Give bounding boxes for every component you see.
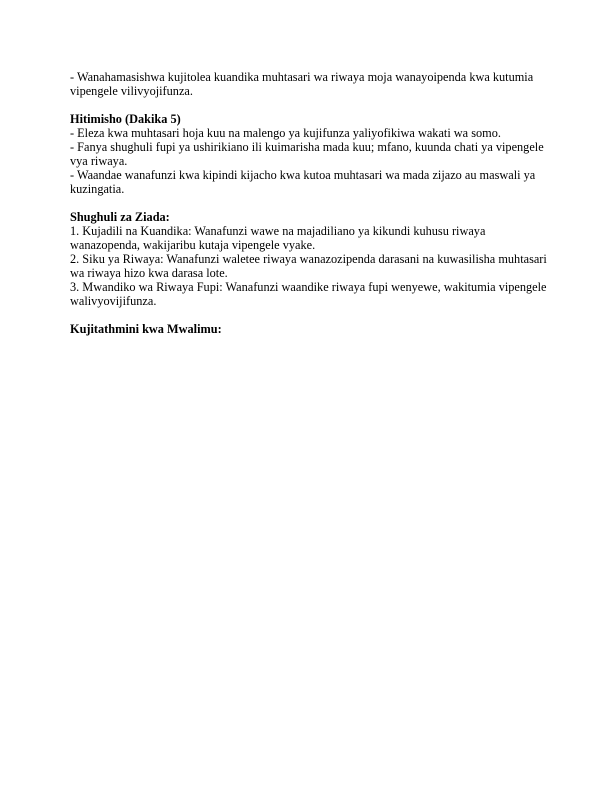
text-line: - Eleza kwa muhtasari hoja kuu na malengo ya kujifunza yaliyofikiwa wakati wa somo. bbox=[70, 126, 501, 140]
paragraph-intro-continuation bbox=[70, 70, 544, 98]
section-hitimisho bbox=[70, 112, 544, 196]
blank-line bbox=[70, 98, 544, 112]
blank-line bbox=[70, 308, 544, 322]
text-line: - Wanahamasishwa kujitolea kuandika muhtasari wa riwaya moja wanayoipenda kwa kutumia bbox=[70, 70, 534, 84]
text-line: wa riwaya hizo kwa darasa lote. bbox=[70, 266, 228, 280]
text-line: vipengele vilivyojifunza. bbox=[70, 84, 193, 98]
section-heading-kujitathmini: Kujitathmini kwa Mwalimu: bbox=[70, 322, 222, 336]
text-line: wanazopenda, wakijaribu kutaja vipengele vyake. bbox=[70, 238, 316, 252]
text-line: 1. Kujadili na Kuandika: Wanafunzi wawe na majadiliano ya kikundi kuhusu riwaya bbox=[70, 224, 486, 238]
text-line: 3. Mwandiko wa Riwaya Fupi: Wanafunzi waandike riwaya fupi wenyewe, wakitumia vipengele bbox=[70, 280, 547, 294]
text-line: - Waandae wanafunzi kwa kipindi kijacho kwa kutoa muhtasari wa mada zijazo au maswali ya bbox=[70, 168, 536, 182]
section-heading-hitimisho: Hitimisho (Dakika 5) bbox=[70, 112, 181, 126]
text-line: kuzingatia. bbox=[70, 182, 125, 196]
section-kujitathmini bbox=[70, 322, 544, 336]
section-heading-shughuli-za-ziada: Shughuli za Ziada: bbox=[70, 210, 170, 224]
text-line: 2. Siku ya Riwaya: Wanafunzi waletee riwaya wanazozipenda darasani na kuwasilisha muhtasari bbox=[70, 252, 547, 266]
text-line: walivyovijifunza. bbox=[70, 294, 157, 308]
blank-line bbox=[70, 196, 544, 210]
section-shughuli-za-ziada bbox=[70, 210, 547, 308]
text-line: - Fanya shughuli fupi ya ushirikiano ili kuimarisha mada kuu; mfano, kuunda chati ya vipengele bbox=[70, 140, 544, 154]
text-line: vya riwaya. bbox=[70, 154, 128, 168]
